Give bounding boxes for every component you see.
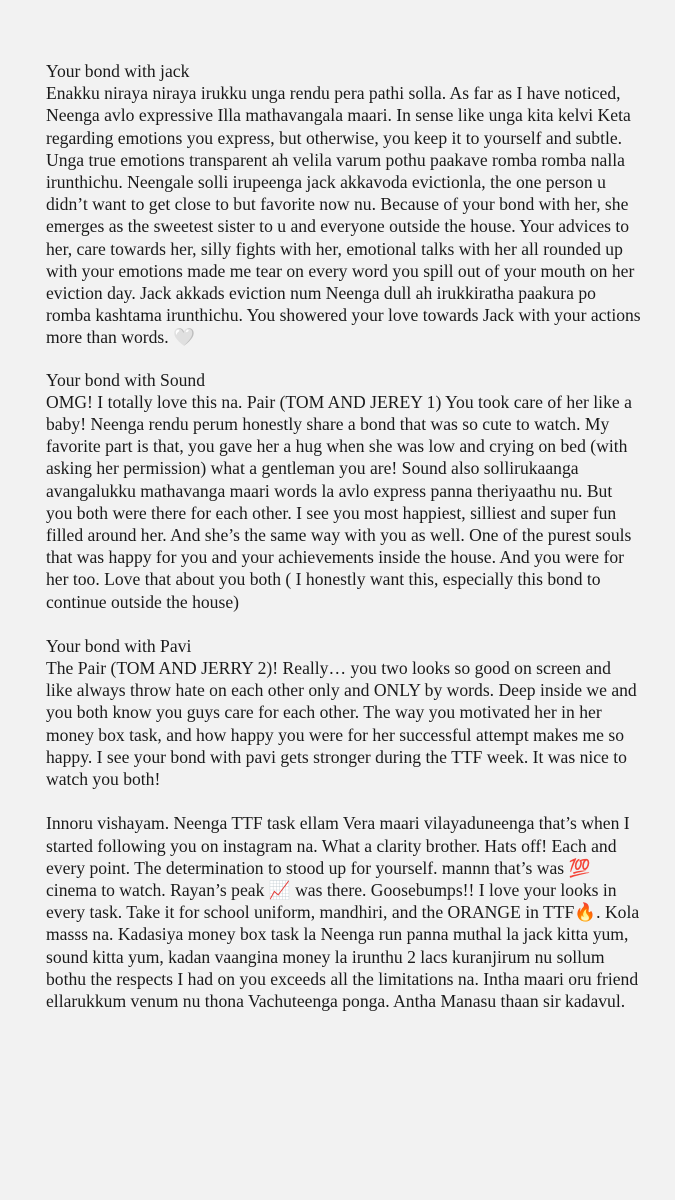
section-paragraph: Enakku niraya niraya irukku unga rendu pera pathi solla. As far as I have noticed, Neenga avlo expressive Illa mathavangala maari. In sense like unga kita kelvi Keta regarding emotions you express, but otherwise, you keep it to yourself and subtle. Unga true emotions transparent ah velila varum pothu paakave romba romba nalla irunthichu. Neengale solli irupeenga jack akkavoda evictionla, the one person u didn’t want to get close to but favorite now nu. Because of your bond with her, she emerges as the sweetest sister to u and everyone outside the house. Your advices to her, care towards her, silly fights with her, emotional talks with her all rounded up with your emotions made me tear on every word you spill out of your mouth on her eviction day. Jack akkads eviction num Neenga dull ah irukkiratha paakura po romba kashtama irunthichu. You showered your love towards Jack with your actions more than words. 🤍 bbox=[46, 83, 641, 348]
section-heading: Your bond with Pavi bbox=[46, 635, 192, 656]
section-closing bbox=[46, 812, 641, 1012]
section-jack bbox=[46, 60, 641, 349]
section-heading: Your bond with Sound bbox=[46, 369, 206, 390]
section-pavi bbox=[46, 635, 641, 790]
section-sound bbox=[46, 369, 641, 613]
section-paragraph: The Pair (TOM AND JERRY 2)! Really… you two looks so good on screen and like always throw hate on each other only and ONLY by words. Deep inside we and you both know you guys care for each other. The way you motivated her in her money box task, and how happy you were for her successful attempt makes me so happy. I see your bond with pavi gets stronger during the TTF week. It was nice to watch you both! bbox=[46, 658, 637, 790]
section-paragraph: OMG! I totally love this na. Pair (TOM AND JEREY 1) You took care of her like a baby! Neenga rendu perum honestly share a bond that was so cute to watch. My favorite part is that, you gave her a hug when she was low and crying on bed (with asking her permission) what a gentleman you are! Sound also sollirukaanga avangalukku mathavanga maari words la avlo express panna theriyaathu nu. But you both were there for each other. I see you most happiest, silliest and super fun filled around her. And she’s the same way with you as well. One of the purest souls that was happy for you and your achievements inside the house. And you were for her too. Love that about you both ( I honestly want this, especially this bond to continue outside the house) bbox=[46, 391, 632, 612]
closing-paragraph: Innoru vishayam. Neenga TTF task ellam Vera maari vilayaduneenga that’s when I started following you on instagram na. What a clarity brother. Hats off! Each and every point. The determination to stood up for yourself. mannn that’s was 💯 cinema to watch. Rayan’s peak 📈 was there. Goosebumps!! I love your looks in every task. Take it for school uniform, mandhiri, and the ORANGE in TTF🔥. Kola masss na. Kadasiya money box task la Neenga run panna muthal la jack kitta yum, sound kitta yum, kadan vaangina money la irunthu 2 lacs kuranjirum nu sollum bothu the respects I had on you exceeds all the limitations na. Intha maari oru friend ellarukkum venum nu thona Vachuteenga ponga. Antha Manasu thaan sir kadavul. bbox=[46, 813, 640, 1011]
section-heading: Your bond with jack bbox=[46, 61, 190, 81]
